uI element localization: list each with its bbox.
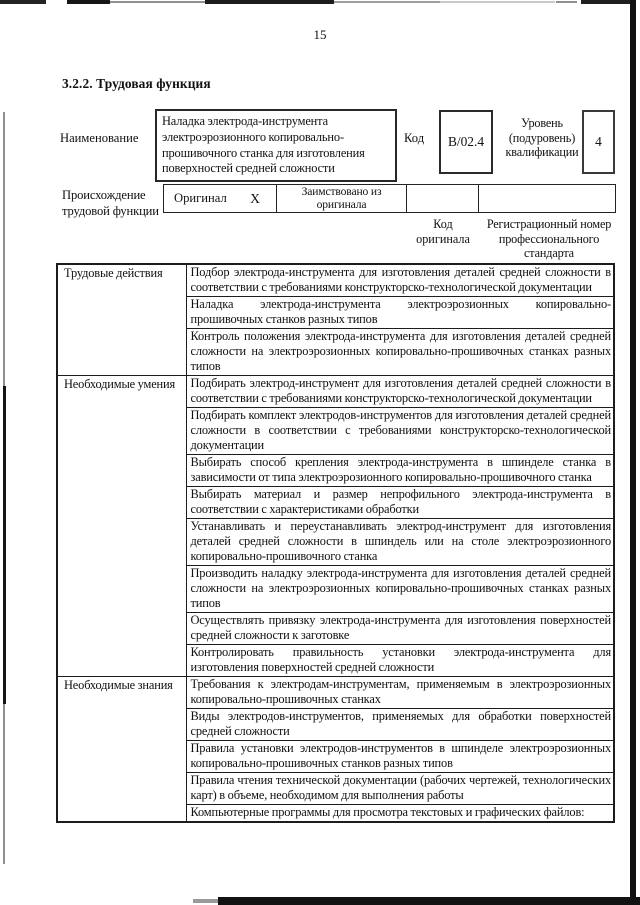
scan-artifact-left-line — [3, 386, 6, 704]
scan-artifact-top-bar — [0, 0, 46, 4]
required-skill-item: Выбирать материал и размер непрофильного электрода-инструмента в соответствии с характеристиками обработки — [186, 487, 614, 519]
labor-action-item: Наладка электрода-инструмента электроэрозионных копировально-прошивочных станков разных типов — [186, 297, 614, 329]
required-skill-item: Подбирать электрод-инструмент для изготовления деталей средней сложности в соответствии с требованиями конструкторско-технологической документации — [186, 376, 614, 408]
function-code-box: В/02.4 — [439, 110, 493, 174]
registration-number-caption: Регистрационный номер профессионального стандарта — [486, 217, 612, 261]
scan-artifact-top-bar — [110, 1, 205, 3]
labor-action-item: Подбор электрода-инструмента для изготовления деталей средней сложности в соответствии с требованиями конструкторско-технологической документации — [186, 264, 614, 297]
origin-regnumber-cell — [478, 185, 615, 212]
table-row — [57, 677, 614, 709]
required-skill-item: Подбирать комплект электродов-инструментов для изготовления деталей средней сложности в соответствии с требованиями конструкторско-технологической документации — [186, 408, 614, 455]
scan-artifact-top-bar — [581, 0, 633, 4]
origin-table — [163, 184, 616, 213]
required-knowledge-item: Правила установки электродов-инструментов в шпинделе электроэрозионных копировально-прошивочных станков разных типов — [186, 741, 614, 773]
scan-artifact-top-bar — [556, 1, 577, 3]
name-label: Наименование — [60, 131, 139, 145]
required-skill-item: Устанавливать и переустанавливать электрод-инструмент для изготовления деталей средней сложности в шпиндель или на столе электроэрозионного копировально-прошивочного станка — [186, 519, 614, 566]
section-label-labor-actions: Трудовые действия — [57, 264, 186, 376]
qualification-level-label: Уровень (подуровень) квалификации — [505, 116, 579, 160]
origin-borrowed-cell: Заимствовано из оригинала — [276, 185, 406, 212]
required-skill-item: Контролировать правильность установки электрода-инструмента для изготовления поверхностей средней сложности — [186, 645, 614, 677]
scan-artifact-top-bar — [334, 1, 440, 3]
origin-original-cell — [164, 185, 276, 212]
origin-label: Происхождение трудовой функции — [62, 188, 159, 218]
required-knowledge-item: Требования к электродам-инструментам, применяемым в электроэрозионных копировально-прошивочных станках — [186, 677, 614, 709]
function-name-box: Наладка электрода-инструмента электроэрозионного копировально-прошивочного станка для изготовления поверхностей средней сложности — [155, 109, 397, 182]
required-skill-item: Производить наладку электрода-инструмента для изготовления деталей средней сложности на электроэрозионных копировально-прошивочных станках разных типов — [186, 566, 614, 613]
required-knowledge-item: Правила чтения технической документации (рабочих чертежей, технологических карт) в объеме, необходимом для выполнения работы — [186, 773, 614, 805]
qualification-level-box: 4 — [582, 110, 615, 174]
required-knowledge-item: Компьютерные программы для просмотра текстовых и графических файлов: — [186, 805, 614, 823]
page-number: 15 — [313, 27, 327, 42]
required-skill-item: Выбирать способ крепления электрода-инструмента в шпинделе станка в зависимости от типа электроэрозионного копировально-прошивочного станка — [186, 455, 614, 487]
required-knowledge-item: Виды электродов-инструментов, применяемых для обработки поверхностей средней сложности — [186, 709, 614, 741]
scan-artifact-bottom-bar — [218, 897, 640, 905]
scan-artifact-top-bar — [67, 0, 110, 4]
labor-action-item: Контроль положения электрода-инструмента для изготовления деталей средней сложности на электроэрозионных копировально-прошивочных станках разных типов — [186, 329, 614, 376]
scan-artifact-top-bar — [440, 1, 555, 3]
origin-code-cell — [406, 185, 478, 212]
table-row — [57, 376, 614, 408]
scan-artifact-right-bar — [630, 0, 636, 905]
section-heading: 3.2.2. Трудовая функция — [62, 76, 211, 91]
scan-artifact-top-bar — [205, 0, 334, 4]
code-label: Код — [404, 131, 425, 145]
scan-artifact-bottom-bar — [193, 899, 218, 903]
original-label: Оригинал — [174, 191, 227, 205]
original-code-caption: Код оригинала — [416, 217, 470, 246]
labor-function-table — [56, 263, 615, 823]
section-label-required-knowledge: Необходимые знания — [57, 677, 186, 823]
original-x-mark: X — [250, 190, 260, 206]
section-label-required-skills: Необходимые умения — [57, 376, 186, 677]
required-skill-item: Осуществлять привязку электрода-инструмента для изготовления поверхностей средней сложности к заготовке — [186, 613, 614, 645]
table-row — [57, 264, 614, 297]
